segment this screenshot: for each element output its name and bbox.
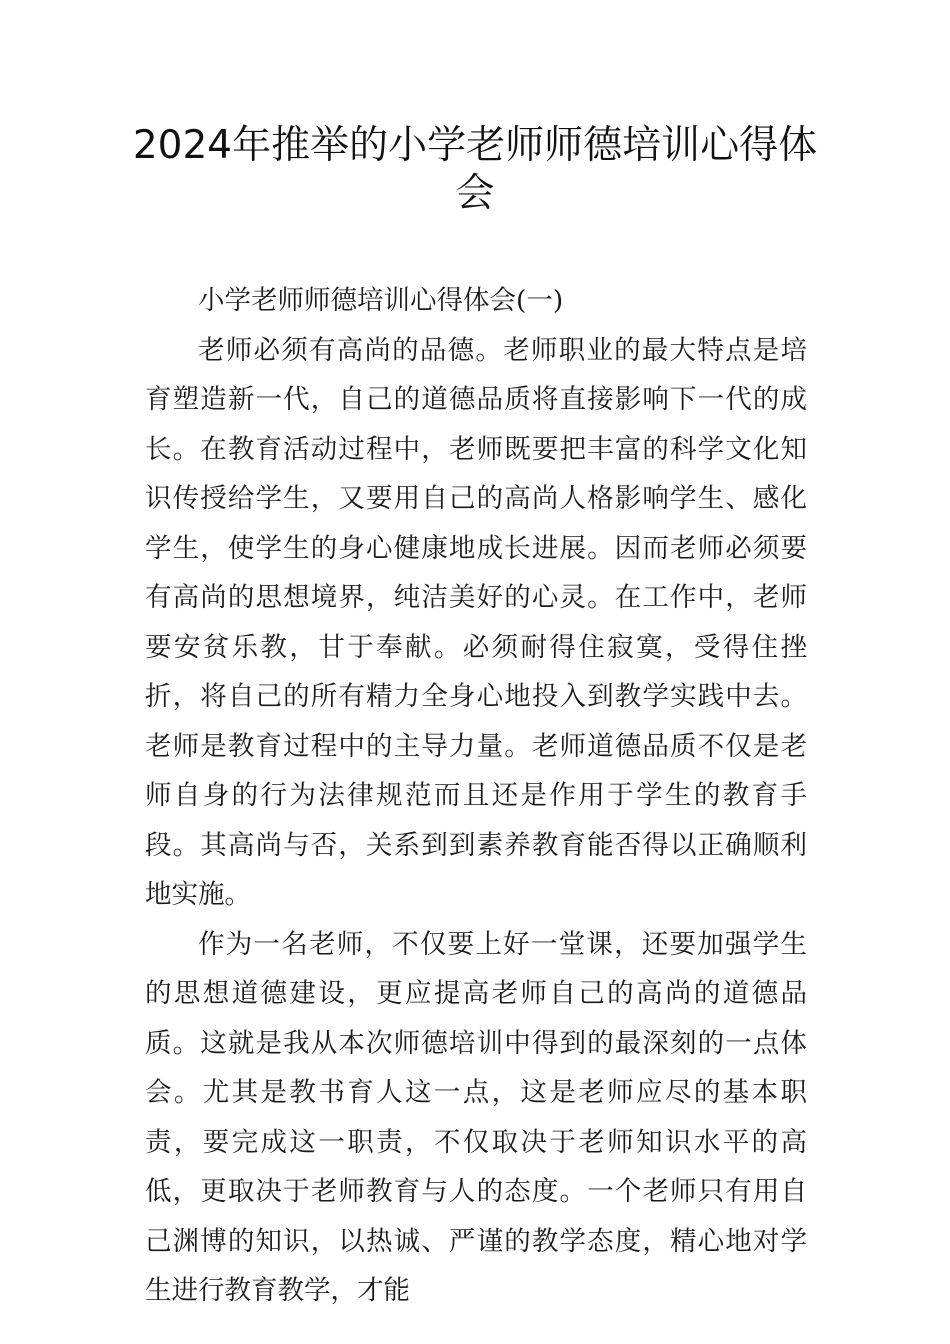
paragraph-1: 老师必须有高尚的品德。老师职业的最大特点是培育塑造新一代，自己的道德品质将直接影响下一代的成长。在教育活动过程中，老师既要把丰富的科学文化知识传授给学生，又要用自己的高尚人格影响学生、感化学生，使学生的身心健康地成长进展。因而老师必须要有高尚的思想境界，纯洁美好的心灵。在工作中，老师要安贫乐教，甘于奉献。必须耐得住寂寞，受得住挫折，将自己的所有精力全身心地投入到教学实践中去。老师是教育过程中的主导力量。老师道德品质不仅是老师自身的行为法律规范而且还是作用于学生的教育手段。其高尚与否，关系到到素养教育能否得以正确顺利地实施。 (145, 334, 807, 910)
section-heading: 小学老师师德培训心得体会(一) (198, 285, 564, 316)
document-title: 2024年推举的小学老师师德培训心得体会 (132, 123, 818, 216)
document-body (145, 276, 807, 1316)
paragraph-2: 作为一名老师，不仅要上好一堂课，还要加强学生的思想道德建设，更应提高老师自己的高尚的道德品质。这就是我从本次师德培训中得到的最深刻的一点体会。尤其是教书育人这一点，这是老师应尽的基本职责，要完成这一职责，不仅取决于老师知识水平的高低，更取决于老师教育与人的态度。一个老师只有用自己渊博的知识，以热诚、严谨的教学态度，精心地对学生进行教育教学，才能 (145, 928, 807, 1306)
